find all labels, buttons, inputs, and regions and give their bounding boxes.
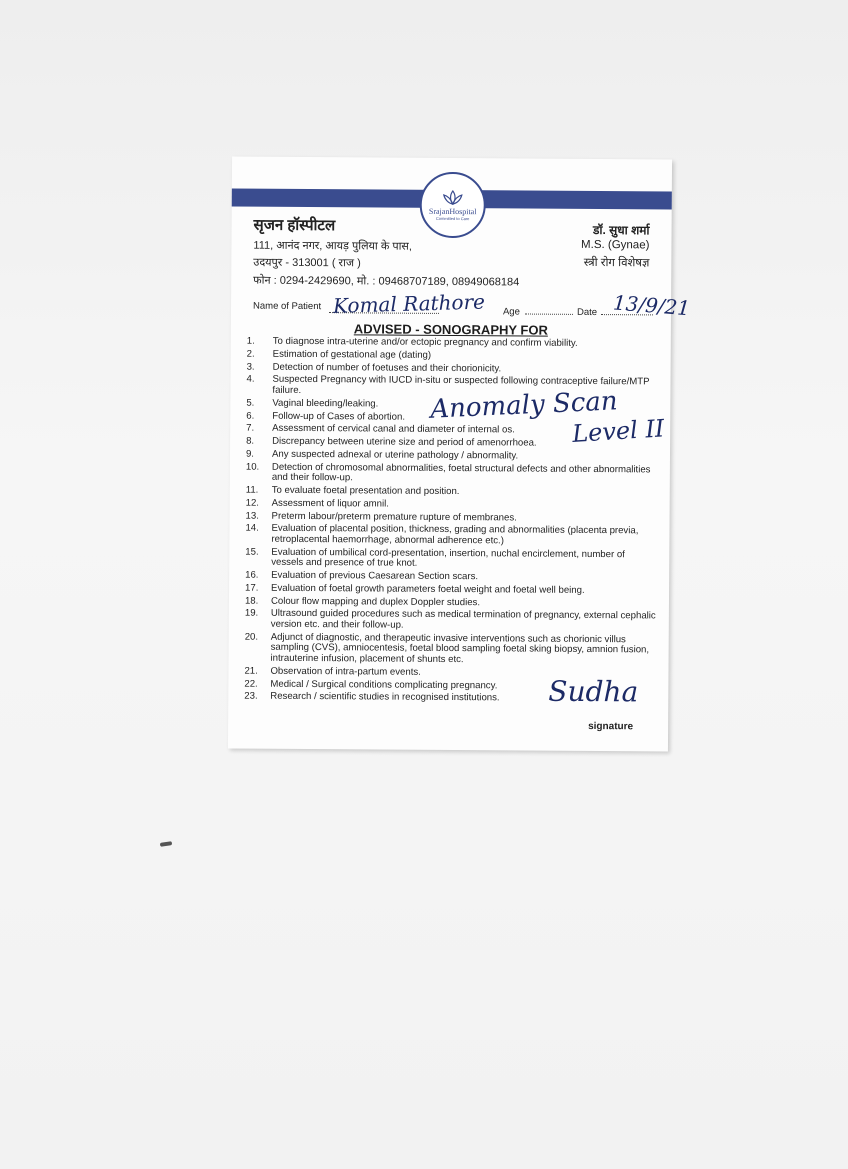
hospital-logo	[420, 172, 486, 238]
age-label: Age	[502, 306, 520, 318]
list-item-text: Preterm labour/preterm premature rupture of membranes.	[271, 510, 517, 524]
list-item-text: Observation of intra-partum events.	[270, 665, 421, 678]
list-item	[247, 349, 659, 362]
list-item-text: Research / scientific studies in recognised institutions.	[270, 691, 500, 704]
list-item-number: 20.	[244, 631, 259, 643]
list-item-text: Evaluation of umbilical cord-presentation, insertion, nuchal encirclement, number of vessels and presence of true knot.	[271, 546, 625, 570]
logo-tagline: Committed to Care	[435, 215, 470, 221]
list-item	[245, 583, 657, 596]
list-item-text: Assessment of cervical canal and diameter of internal os.	[272, 423, 515, 436]
list-item-text: Ultrasound guided procedures such as medical termination of pregnancy, external cephalic version etc. and their follow-up.	[270, 608, 656, 631]
list-item-number: 6.	[246, 410, 255, 422]
doctor-name: डॉ. सुधा शर्मा	[592, 222, 650, 238]
hospital-name: सृजन हॉस्पीटल	[253, 216, 336, 235]
list-item-text: Assessment of liquor amnil.	[271, 497, 390, 510]
signature-mark: Sudha	[548, 674, 639, 709]
list-item-number: 3.	[246, 361, 255, 373]
list-item-text: Evaluation of foetal growth parameters foetal weight and foetal well being.	[271, 582, 585, 596]
list-item-text: To diagnose intra-uterine and/or ectopic pregnancy and confirm viability.	[272, 335, 578, 349]
list-item-text: Evaluation of placental position, thickness, grading and abnormalities (placenta previa, retroplacental haemorrhage, abnormal adherence etc.)	[271, 523, 639, 547]
list-item-text: Adjunct of diagnostic, and therapeutic invasive interventions such as chorionic villus sampling (CVS), amniocentesis, foetal blood sampling foetal sking biopsy, amnion fusion, intrauterine infusion, placement of shunts etc.	[270, 631, 650, 666]
lotus-icon	[442, 189, 464, 205]
list-item	[245, 547, 657, 571]
list-item-text: Any suspected adnexal or uterine pathology / abnormality.	[271, 448, 519, 462]
list-item-text: Vaginal bleeding/leaking.	[272, 397, 379, 410]
list-item-number: 16.	[245, 569, 259, 581]
list-item-text: Evaluation of previous Caesarean Section scars.	[271, 569, 479, 583]
address-line-1: 111, आनंद नगर, आयड़ पुलिया के पास,	[253, 239, 412, 253]
prescription-slip	[228, 156, 691, 751]
doctor-degree: M.S. (Gynae)	[581, 238, 650, 252]
handwritten-note-line-1: Anomaly Scan	[429, 386, 619, 425]
list-item-number: 14.	[245, 522, 259, 535]
list-item-number: 5.	[246, 397, 255, 409]
list-item-number: 23.	[244, 690, 258, 703]
age-line	[525, 314, 573, 315]
list-item-number: 22.	[244, 678, 258, 690]
list-item	[246, 498, 658, 511]
list-item-number: 21.	[244, 665, 258, 677]
list-item-text: Discrepancy between uterine size and period of amenorrhoea.	[272, 435, 537, 449]
list-item-number: 17.	[245, 582, 259, 594]
signature-label: signature	[588, 720, 634, 733]
list-item-text: Estimation of gestational age (dating)	[272, 348, 432, 361]
list-item-number: 1.	[246, 335, 255, 347]
list-item-number: 7.	[246, 422, 255, 434]
list-item	[245, 609, 657, 633]
list-item-text: Colour flow mapping and duplex Doppler studies.	[270, 595, 481, 608]
list-item-text: Suspected Pregnancy with IUCD in-situ or suspected following contraceptive failure/MTP failure.	[272, 374, 650, 396]
list-item-text: To evaluate foetal presentation and position.	[271, 484, 460, 498]
list-item-number: 11.	[245, 484, 259, 496]
doctor-specialty: स्त्री रोग विशेषज्ञ	[583, 256, 650, 270]
phone-numbers: फोन : 0294-2429690, मो. : 09468707189, 08949068184	[253, 274, 520, 289]
list-item-number: 19.	[244, 608, 259, 620]
list-item	[245, 632, 657, 667]
logo-name: SrajanHospital	[428, 206, 477, 216]
list-item-number: 9.	[245, 448, 255, 460]
patient-name-label: Name of Patient	[252, 300, 322, 313]
list-item-number: 10.	[245, 461, 260, 473]
list-item-text: Medical / Surgical conditions complicating pregnancy.	[270, 678, 498, 691]
list-item	[245, 524, 657, 548]
list-item-number: 12.	[245, 497, 260, 509]
list-item-number: 13.	[245, 510, 259, 522]
list-item-text: Detection of chromosomal abnormalities, foetal structural defects and other abnormalities and their follow-up.	[271, 461, 651, 484]
date-label: Date	[576, 306, 598, 319]
list-item	[246, 462, 658, 486]
list-item-number: 8.	[246, 435, 255, 447]
list-item-text: Follow-up of Cases of abortion.	[272, 410, 406, 423]
list-item	[246, 449, 658, 462]
patient-fields	[252, 289, 691, 324]
patient-name-value: Komal Rathore	[332, 289, 486, 318]
list-item-text: Detection of number of foetuses and their chorionicity.	[272, 361, 502, 374]
list-item-number: 4.	[246, 373, 255, 385]
form-title: ADVISED - SONOGRAPHY FOR	[353, 321, 548, 338]
address-line-2: उदयपुर - 313001 ( राज )	[253, 256, 361, 270]
list-item-number: 18.	[244, 595, 259, 607]
handwritten-note-line-2: Level II	[571, 414, 666, 449]
list-item-number: 2.	[246, 348, 255, 360]
date-value: 13/9/21	[612, 290, 691, 321]
list-item-number: 15.	[245, 546, 259, 558]
